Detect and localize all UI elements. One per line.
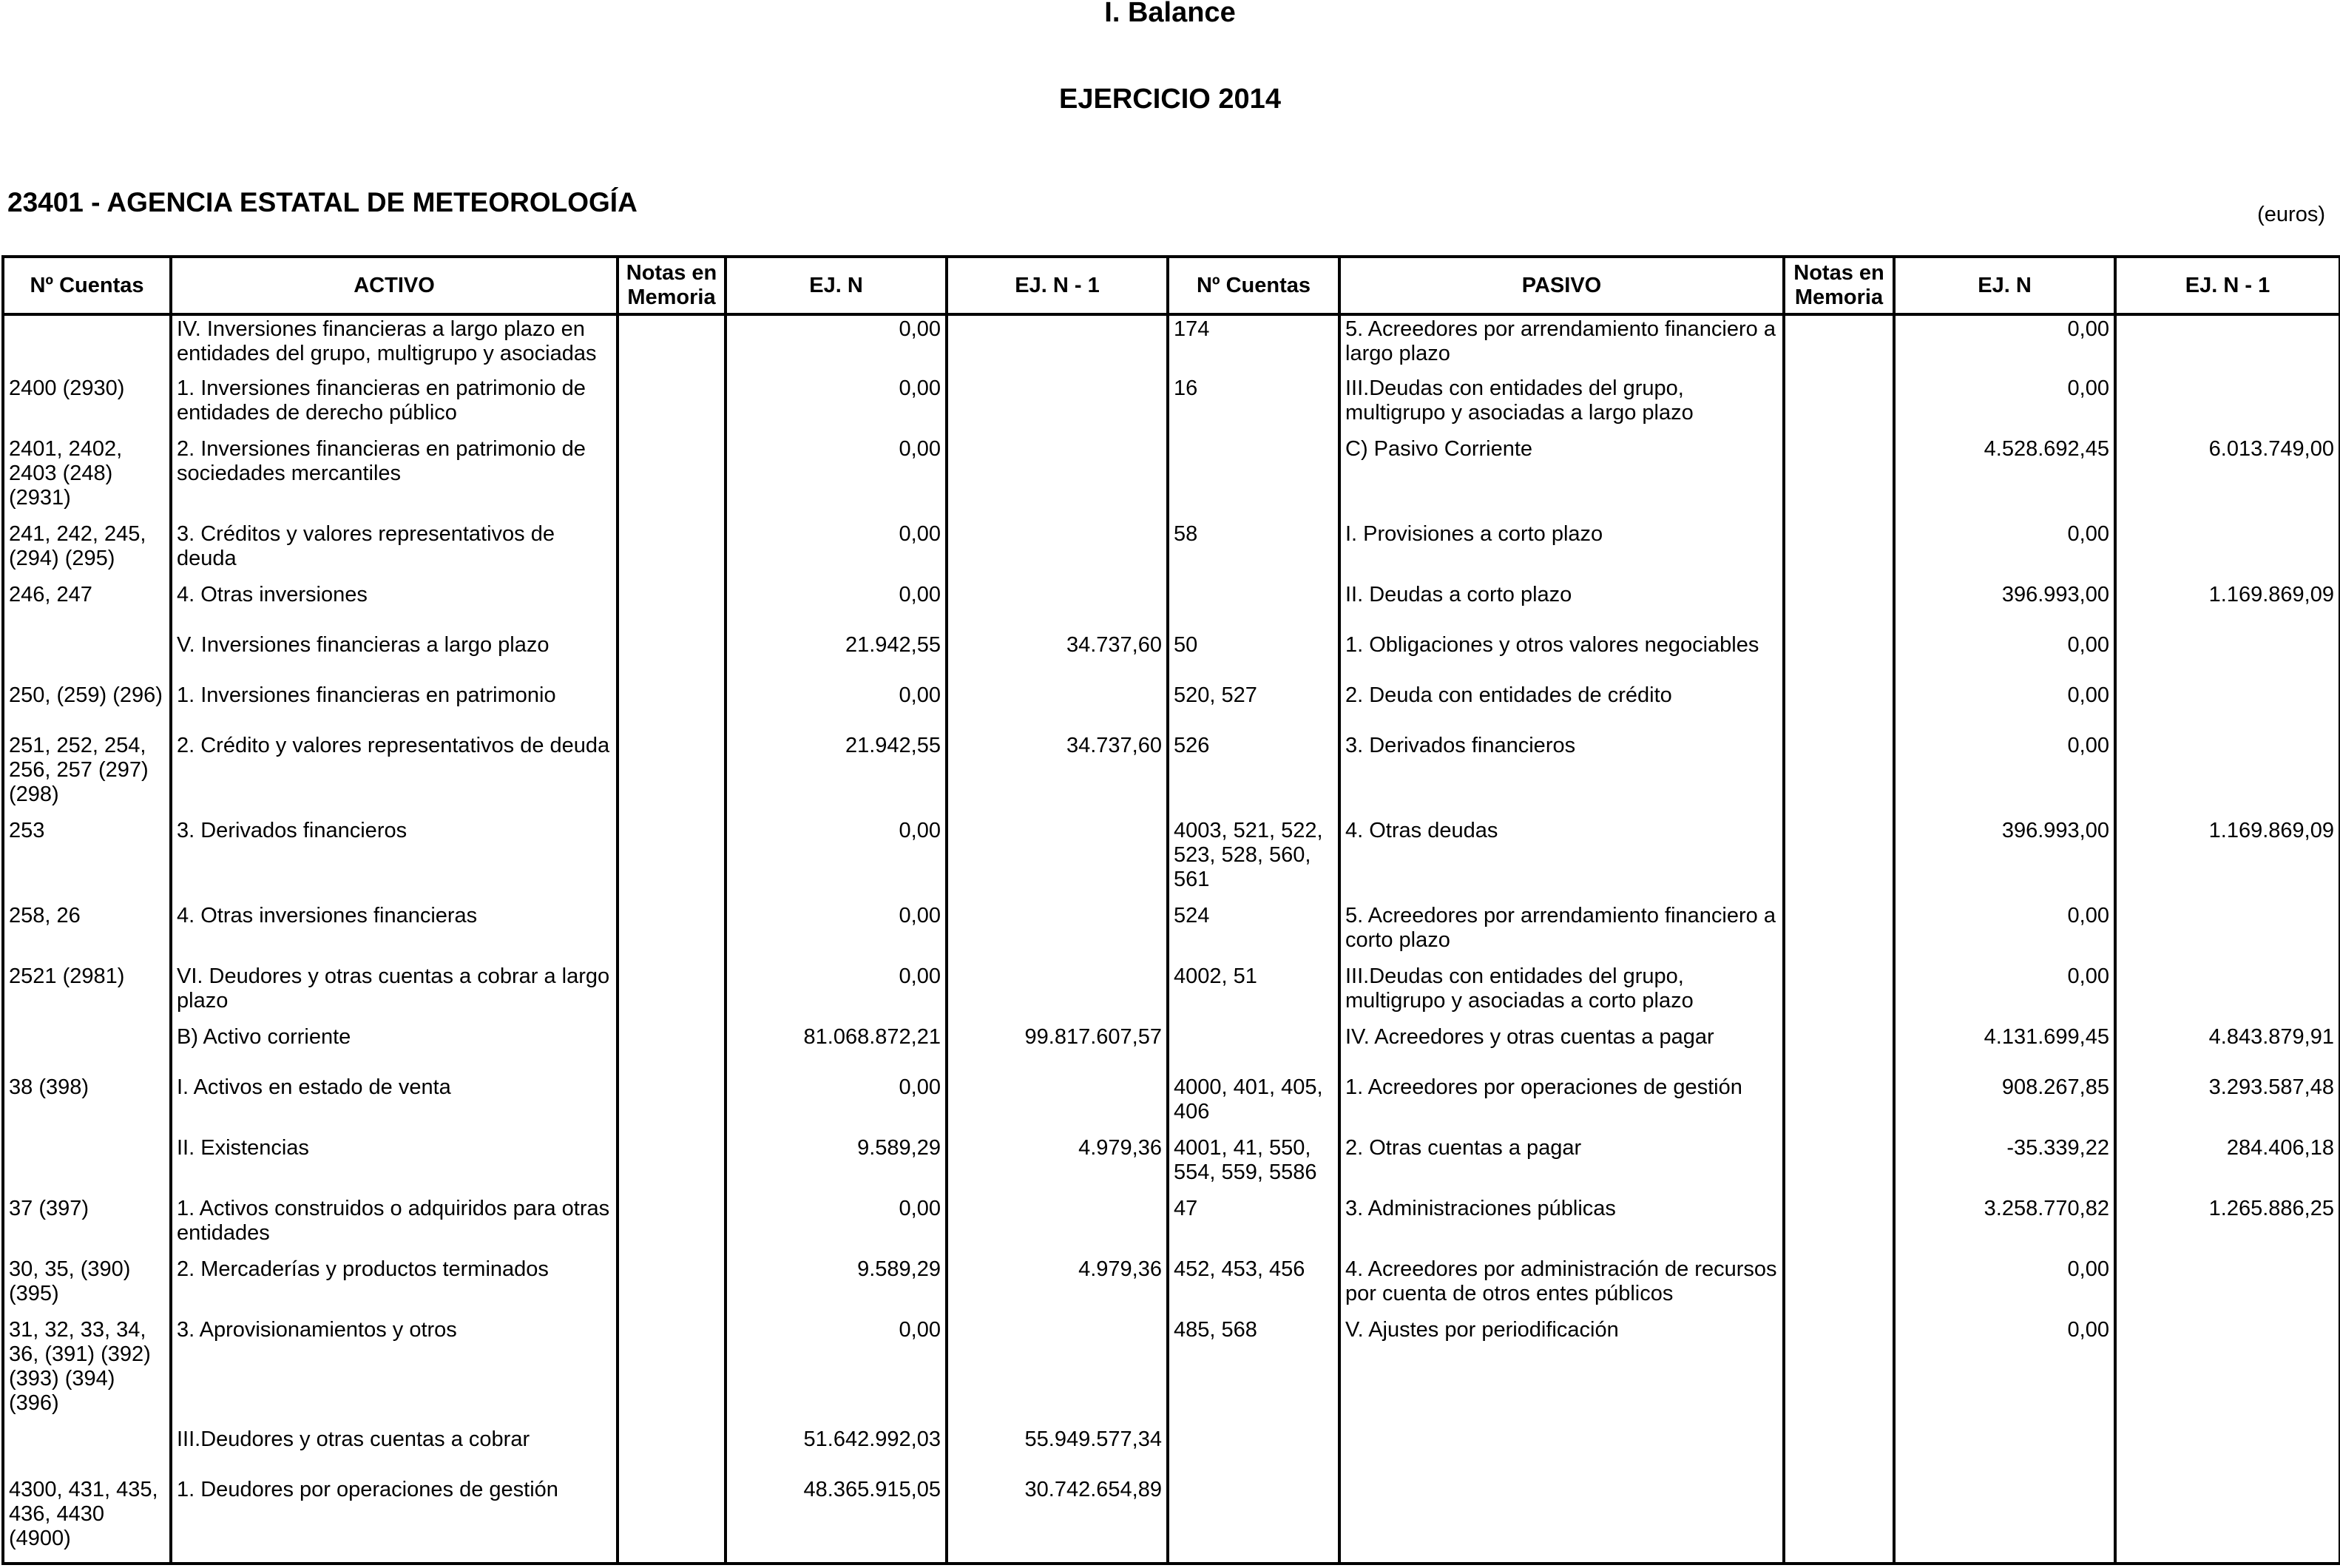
- pasivo-ej-n1-cell: [2115, 521, 2340, 581]
- pasivo-label-cell: IV. Acreedores y otras cuentas a pagar: [1339, 1024, 1784, 1074]
- cuentas-activo-cell: 4300, 431, 435, 436, 4430 (4900): [3, 1476, 171, 1564]
- header-ej-n-activo: EJ. N: [726, 257, 947, 314]
- activo-ej-n-cell: 21.942,55: [726, 632, 947, 682]
- table-row: [3, 375, 2340, 436]
- table-row: [3, 963, 2340, 1024]
- pasivo-ej-n-cell: 396.993,00: [1894, 581, 2115, 632]
- pasivo-ej-n1-cell: [2115, 314, 2340, 375]
- activo-ej-n-cell: 81.068.872,21: [726, 1024, 947, 1074]
- notas-pasivo-cell: [1784, 682, 1894, 732]
- notas-activo-cell: [618, 1426, 726, 1476]
- notas-pasivo-cell: [1784, 1426, 1894, 1476]
- notas-activo-cell: [618, 1317, 726, 1426]
- pasivo-ej-n-cell: [1894, 1476, 2115, 1564]
- header-notas-activo: Notas en Memoria: [618, 257, 726, 314]
- cuentas-pasivo-cell: 520, 527: [1168, 682, 1339, 732]
- cuentas-pasivo-cell: 50: [1168, 632, 1339, 682]
- pasivo-ej-n1-cell: 1.265.886,25: [2115, 1195, 2340, 1256]
- pasivo-ej-n-cell: 0,00: [1894, 732, 2115, 817]
- pasivo-label-cell: C) Pasivo Corriente: [1339, 436, 1784, 521]
- activo-ej-n1-cell: 34.737,60: [947, 632, 1168, 682]
- cuentas-pasivo-cell: 4002, 51: [1168, 963, 1339, 1024]
- activo-ej-n1-cell: [947, 314, 1168, 375]
- table-row: [3, 902, 2340, 963]
- cuentas-pasivo-cell: [1168, 1426, 1339, 1476]
- cuentas-pasivo-cell: 526: [1168, 732, 1339, 817]
- activo-ej-n1-cell: [947, 1317, 1168, 1426]
- pasivo-ej-n-cell: 0,00: [1894, 902, 2115, 963]
- activo-ej-n1-cell: 99.817.607,57: [947, 1024, 1168, 1074]
- pasivo-label-cell: 3. Administraciones públicas: [1339, 1195, 1784, 1256]
- notas-activo-cell: [618, 375, 726, 436]
- activo-label-cell: 2. Mercaderías y productos terminados: [171, 1256, 618, 1317]
- pasivo-ej-n1-cell: [2115, 632, 2340, 682]
- notas-activo-cell: [618, 1135, 726, 1195]
- activo-ej-n-cell: 9.589,29: [726, 1135, 947, 1195]
- activo-ej-n-cell: 51.642.992,03: [726, 1426, 947, 1476]
- table-row: [3, 1317, 2340, 1426]
- table-row: [3, 436, 2340, 521]
- pasivo-ej-n-cell: 0,00: [1894, 963, 2115, 1024]
- pasivo-ej-n1-cell: [2115, 682, 2340, 732]
- pasivo-ej-n-cell: 3.258.770,82: [1894, 1195, 2115, 1256]
- notas-activo-cell: [618, 963, 726, 1024]
- table-row: [3, 314, 2340, 375]
- activo-ej-n-cell: 0,00: [726, 902, 947, 963]
- pasivo-label-cell: II. Deudas a corto plazo: [1339, 581, 1784, 632]
- table-row: [3, 581, 2340, 632]
- pasivo-label-cell: I. Provisiones a corto plazo: [1339, 521, 1784, 581]
- balance-table: [1, 255, 2340, 1565]
- activo-label-cell: 2. Inversiones financieras en patrimonio de sociedades mercantiles: [171, 436, 618, 521]
- activo-label-cell: 4. Otras inversiones financieras: [171, 902, 618, 963]
- activo-ej-n1-cell: [947, 1074, 1168, 1135]
- header-notas-pasivo: Notas en Memoria: [1784, 257, 1894, 314]
- pasivo-ej-n-cell: 0,00: [1894, 375, 2115, 436]
- cuentas-pasivo-cell: [1168, 581, 1339, 632]
- cuentas-activo-cell: [3, 1135, 171, 1195]
- activo-label-cell: 4. Otras inversiones: [171, 581, 618, 632]
- pasivo-ej-n1-cell: 4.843.879,91: [2115, 1024, 2340, 1074]
- table-row: [3, 817, 2340, 902]
- cuentas-activo-cell: 2401, 2402, 2403 (248) (2931): [3, 436, 171, 521]
- pasivo-label-cell: III.Deudas con entidades del grupo, multigrupo y asociadas a corto plazo: [1339, 963, 1784, 1024]
- pasivo-ej-n1-cell: 1.169.869,09: [2115, 817, 2340, 902]
- notas-pasivo-cell: [1784, 1256, 1894, 1317]
- cuentas-pasivo-cell: [1168, 436, 1339, 521]
- activo-ej-n-cell: 0,00: [726, 581, 947, 632]
- activo-ej-n1-cell: [947, 521, 1168, 581]
- table-row: [3, 1476, 2340, 1564]
- cuentas-activo-cell: 37 (397): [3, 1195, 171, 1256]
- activo-label-cell: I. Activos en estado de venta: [171, 1074, 618, 1135]
- activo-ej-n1-cell: [947, 375, 1168, 436]
- table-row: [3, 521, 2340, 581]
- cuentas-activo-cell: 253: [3, 817, 171, 902]
- pasivo-ej-n1-cell: 284.406,18: [2115, 1135, 2340, 1195]
- notas-activo-cell: [618, 632, 726, 682]
- notas-pasivo-cell: [1784, 902, 1894, 963]
- notas-activo-cell: [618, 1256, 726, 1317]
- cuentas-pasivo-cell: 452, 453, 456: [1168, 1256, 1339, 1317]
- notas-pasivo-cell: [1784, 1024, 1894, 1074]
- pasivo-ej-n-cell: 396.993,00: [1894, 817, 2115, 902]
- notas-pasivo-cell: [1784, 732, 1894, 817]
- notas-activo-cell: [618, 1074, 726, 1135]
- table-row: [3, 1074, 2340, 1135]
- pasivo-ej-n1-cell: [2115, 732, 2340, 817]
- notas-pasivo-cell: [1784, 375, 1894, 436]
- activo-ej-n1-cell: [947, 817, 1168, 902]
- cuentas-activo-cell: 2400 (2930): [3, 375, 171, 436]
- cuentas-activo-cell: [3, 1024, 171, 1074]
- document-subtitle: EJERCICIO 2014: [1059, 84, 1281, 115]
- activo-ej-n1-cell: [947, 1195, 1168, 1256]
- cuentas-activo-cell: 30, 35, (390) (395): [3, 1256, 171, 1317]
- activo-ej-n-cell: 0,00: [726, 436, 947, 521]
- activo-ej-n1-cell: 30.742.654,89: [947, 1476, 1168, 1564]
- pasivo-ej-n-cell: [1894, 1426, 2115, 1476]
- activo-ej-n-cell: 0,00: [726, 521, 947, 581]
- pasivo-label-cell: 1. Obligaciones y otros valores negociables: [1339, 632, 1784, 682]
- header-ej-n-pasivo: EJ. N: [1894, 257, 2115, 314]
- pasivo-ej-n-cell: 0,00: [1894, 682, 2115, 732]
- cuentas-pasivo-cell: 47: [1168, 1195, 1339, 1256]
- notas-activo-cell: [618, 521, 726, 581]
- cuentas-activo-cell: 2521 (2981): [3, 963, 171, 1024]
- notas-pasivo-cell: [1784, 1476, 1894, 1564]
- table-row: [3, 682, 2340, 732]
- pasivo-label-cell: [1339, 1426, 1784, 1476]
- activo-ej-n1-cell: [947, 963, 1168, 1024]
- activo-label-cell: 1. Activos construidos o adquiridos para otras entidades: [171, 1195, 618, 1256]
- notas-activo-cell: [618, 817, 726, 902]
- notas-activo-cell: [618, 902, 726, 963]
- pasivo-label-cell: 2. Deuda con entidades de crédito: [1339, 682, 1784, 732]
- activo-ej-n-cell: 0,00: [726, 963, 947, 1024]
- pasivo-ej-n-cell: 4.528.692,45: [1894, 436, 2115, 521]
- cuentas-pasivo-cell: 4001, 41, 550, 554, 559, 5586: [1168, 1135, 1339, 1195]
- activo-label-cell: V. Inversiones financieras a largo plazo: [171, 632, 618, 682]
- pasivo-ej-n1-cell: [2115, 1476, 2340, 1564]
- pasivo-label-cell: [1339, 1476, 1784, 1564]
- pasivo-label-cell: 4. Otras deudas: [1339, 817, 1784, 902]
- pasivo-label-cell: 1. Acreedores por operaciones de gestión: [1339, 1074, 1784, 1135]
- pasivo-ej-n1-cell: [2115, 1426, 2340, 1476]
- activo-ej-n1-cell: 4.979,36: [947, 1135, 1168, 1195]
- notas-pasivo-cell: [1784, 632, 1894, 682]
- notas-activo-cell: [618, 732, 726, 817]
- notas-pasivo-cell: [1784, 1317, 1894, 1426]
- activo-ej-n1-cell: 4.979,36: [947, 1256, 1168, 1317]
- pasivo-ej-n1-cell: [2115, 375, 2340, 436]
- pasivo-label-cell: 2. Otras cuentas a pagar: [1339, 1135, 1784, 1195]
- entity-name: 23401 - AGENCIA ESTATAL DE METEOROLOGÍA: [7, 187, 638, 217]
- pasivo-ej-n1-cell: 1.169.869,09: [2115, 581, 2340, 632]
- activo-label-cell: II. Existencias: [171, 1135, 618, 1195]
- notas-activo-cell: [618, 581, 726, 632]
- table-row: [3, 732, 2340, 817]
- notas-pasivo-cell: [1784, 1074, 1894, 1135]
- cuentas-activo-cell: 241, 242, 245, (294) (295): [3, 521, 171, 581]
- activo-label-cell: 2. Crédito y valores representativos de deuda: [171, 732, 618, 817]
- notas-activo-cell: [618, 1476, 726, 1564]
- cuentas-activo-cell: 250, (259) (296): [3, 682, 171, 732]
- cuentas-pasivo-cell: [1168, 1024, 1339, 1074]
- notas-pasivo-cell: [1784, 963, 1894, 1024]
- notas-pasivo-cell: [1784, 521, 1894, 581]
- notas-pasivo-cell: [1784, 1195, 1894, 1256]
- units-label: (euros): [2257, 203, 2325, 226]
- cuentas-activo-cell: [3, 1426, 171, 1476]
- pasivo-ej-n1-cell: 6.013.749,00: [2115, 436, 2340, 521]
- pasivo-label-cell: 5. Acreedores por arrendamiento financiero a largo plazo: [1339, 314, 1784, 375]
- cuentas-activo-cell: 38 (398): [3, 1074, 171, 1135]
- pasivo-ej-n-cell: 0,00: [1894, 1256, 2115, 1317]
- pasivo-ej-n-cell: 0,00: [1894, 1317, 2115, 1426]
- activo-ej-n-cell: 0,00: [726, 1195, 947, 1256]
- activo-ej-n-cell: 21.942,55: [726, 732, 947, 817]
- notas-pasivo-cell: [1784, 436, 1894, 521]
- pasivo-ej-n-cell: 0,00: [1894, 314, 2115, 375]
- notas-activo-cell: [618, 314, 726, 375]
- pasivo-ej-n-cell: -35.339,22: [1894, 1135, 2115, 1195]
- cuentas-pasivo-cell: 4003, 521, 522, 523, 528, 560, 561: [1168, 817, 1339, 902]
- notas-pasivo-cell: [1784, 1135, 1894, 1195]
- pasivo-label-cell: V. Ajustes por periodificación: [1339, 1317, 1784, 1426]
- activo-label-cell: 3. Aprovisionamientos y otros: [171, 1317, 618, 1426]
- notas-pasivo-cell: [1784, 817, 1894, 902]
- pasivo-label-cell: 4. Acreedores por administración de recursos por cuenta de otros entes públicos: [1339, 1256, 1784, 1317]
- notas-pasivo-cell: [1784, 581, 1894, 632]
- table-row: [3, 632, 2340, 682]
- activo-label-cell: III.Deudores y otras cuentas a cobrar: [171, 1426, 618, 1476]
- pasivo-label-cell: 5. Acreedores por arrendamiento financiero a corto plazo: [1339, 902, 1784, 963]
- cuentas-pasivo-cell: 16: [1168, 375, 1339, 436]
- document-title: I. Balance: [1104, 0, 1236, 28]
- activo-ej-n-cell: 0,00: [726, 682, 947, 732]
- pasivo-ej-n1-cell: 3.293.587,48: [2115, 1074, 2340, 1135]
- table-row: [3, 1024, 2340, 1074]
- cuentas-activo-cell: 258, 26: [3, 902, 171, 963]
- activo-ej-n1-cell: 55.949.577,34: [947, 1426, 1168, 1476]
- table-row: [3, 1135, 2340, 1195]
- pasivo-ej-n-cell: 0,00: [1894, 521, 2115, 581]
- cuentas-pasivo-cell: 58: [1168, 521, 1339, 581]
- table-row: [3, 1426, 2340, 1476]
- activo-ej-n1-cell: [947, 682, 1168, 732]
- activo-ej-n1-cell: [947, 581, 1168, 632]
- table-row: [3, 1256, 2340, 1317]
- notas-activo-cell: [618, 1024, 726, 1074]
- pasivo-ej-n1-cell: [2115, 963, 2340, 1024]
- activo-label-cell: B) Activo corriente: [171, 1024, 618, 1074]
- header-cuentas-activo: Nº Cuentas: [3, 257, 171, 314]
- cuentas-pasivo-cell: 4000, 401, 405, 406: [1168, 1074, 1339, 1135]
- activo-ej-n1-cell: 34.737,60: [947, 732, 1168, 817]
- notas-activo-cell: [618, 682, 726, 732]
- notas-activo-cell: [618, 436, 726, 521]
- pasivo-label-cell: III.Deudas con entidades del grupo, multigrupo y asociadas a largo plazo: [1339, 375, 1784, 436]
- pasivo-label-cell: 3. Derivados financieros: [1339, 732, 1784, 817]
- activo-ej-n-cell: 0,00: [726, 314, 947, 375]
- header-ej-n1-pasivo: EJ. N - 1: [2115, 257, 2340, 314]
- header-ej-n1-activo: EJ. N - 1: [947, 257, 1168, 314]
- pasivo-ej-n1-cell: [2115, 902, 2340, 963]
- table-header-row: [3, 257, 2340, 314]
- header-pasivo: PASIVO: [1339, 257, 1784, 314]
- activo-ej-n1-cell: [947, 902, 1168, 963]
- activo-label-cell: IV. Inversiones financieras a largo plazo en entidades del grupo, multigrupo y asociadas: [171, 314, 618, 375]
- activo-label-cell: 1. Deudores por operaciones de gestión: [171, 1476, 618, 1564]
- pasivo-ej-n-cell: 908.267,85: [1894, 1074, 2115, 1135]
- cuentas-pasivo-cell: 174: [1168, 314, 1339, 375]
- pasivo-ej-n1-cell: [2115, 1256, 2340, 1317]
- activo-ej-n-cell: 0,00: [726, 817, 947, 902]
- activo-ej-n1-cell: [947, 436, 1168, 521]
- header-cuentas-pasivo: Nº Cuentas: [1168, 257, 1339, 314]
- cuentas-activo-cell: 251, 252, 254, 256, 257 (297) (298): [3, 732, 171, 817]
- activo-label-cell: 3. Créditos y valores representativos de deuda: [171, 521, 618, 581]
- activo-ej-n-cell: 9.589,29: [726, 1256, 947, 1317]
- header-activo: ACTIVO: [171, 257, 618, 314]
- notas-pasivo-cell: [1784, 314, 1894, 375]
- activo-ej-n-cell: 0,00: [726, 1074, 947, 1135]
- pasivo-ej-n1-cell: [2115, 1317, 2340, 1426]
- activo-label-cell: 1. Inversiones financieras en patrimonio: [171, 682, 618, 732]
- notas-activo-cell: [618, 1195, 726, 1256]
- activo-ej-n-cell: 0,00: [726, 1317, 947, 1426]
- cuentas-activo-cell: [3, 314, 171, 375]
- cuentas-pasivo-cell: [1168, 1476, 1339, 1564]
- activo-label-cell: VI. Deudores y otras cuentas a cobrar a largo plazo: [171, 963, 618, 1024]
- activo-ej-n-cell: 48.365.915,05: [726, 1476, 947, 1564]
- table-row: [3, 1195, 2340, 1256]
- activo-label-cell: 1. Inversiones financieras en patrimonio de entidades de derecho público: [171, 375, 618, 436]
- activo-label-cell: 3. Derivados financieros: [171, 817, 618, 902]
- cuentas-activo-cell: 246, 247: [3, 581, 171, 632]
- activo-ej-n-cell: 0,00: [726, 375, 947, 436]
- pasivo-ej-n-cell: 0,00: [1894, 632, 2115, 682]
- pasivo-ej-n-cell: 4.131.699,45: [1894, 1024, 2115, 1074]
- cuentas-pasivo-cell: 524: [1168, 902, 1339, 963]
- cuentas-activo-cell: [3, 632, 171, 682]
- cuentas-pasivo-cell: 485, 568: [1168, 1317, 1339, 1426]
- cuentas-activo-cell: 31, 32, 33, 34, 36, (391) (392) (393) (394) (396): [3, 1317, 171, 1426]
